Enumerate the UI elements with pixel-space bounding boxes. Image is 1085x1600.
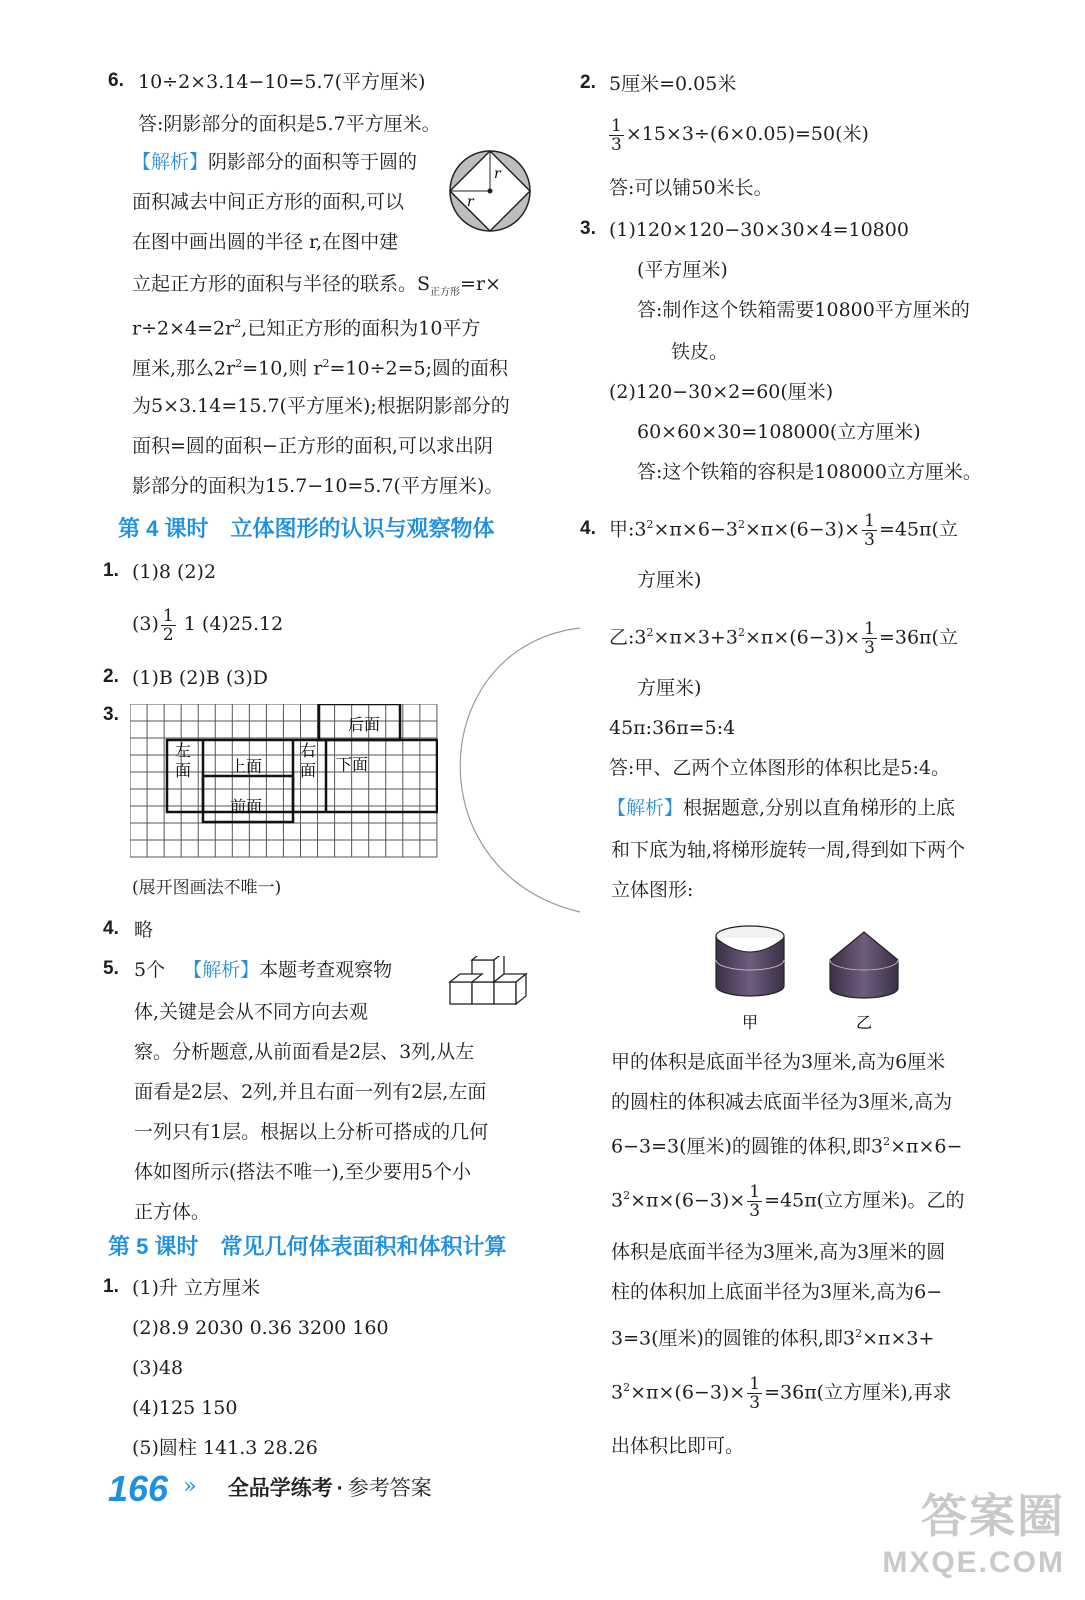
- r-q3-line4: 铁皮。: [671, 341, 729, 363]
- jia-b: ×π×6−3: [653, 518, 738, 541]
- cell-back: 后面: [348, 715, 381, 734]
- r-q2-number: 2.: [580, 72, 596, 93]
- fraction-one-third: [747, 1375, 762, 1412]
- radius-label-2: r: [467, 194, 474, 210]
- q6-explain-l4: 面积减去中间正方形的面积,可以: [132, 191, 405, 213]
- net-grid-figure: [130, 704, 438, 858]
- s4q5-line1: [134, 958, 392, 982]
- r-q4-yi-cont: 方厘米): [637, 677, 702, 699]
- e7b: ×π×(6−3)×: [630, 1189, 746, 1212]
- fig-label-jia: 甲: [742, 1013, 759, 1032]
- r-q3-line1: (1)120×120−30×30×4=10800: [609, 219, 909, 241]
- s4q5-line3: 察。分析题意,从前面看是2层、3列,从左: [134, 1041, 475, 1063]
- r-q4-jia-cont: 方厘米): [637, 569, 702, 591]
- section-4-heading: [118, 512, 494, 543]
- yi-c: ×π×(6−3)×: [744, 626, 861, 649]
- r-q3-line2: (平方厘米): [637, 259, 728, 281]
- frac-den: 3: [864, 637, 875, 658]
- fig-label-yi: 乙: [856, 1013, 873, 1032]
- q6-l8a: 厘米,那么2r: [132, 357, 236, 380]
- cell-left-1: 左: [175, 741, 192, 760]
- s4q2-line1: (1)B (2)B (3)D: [132, 667, 268, 689]
- cell-top: 上面: [230, 757, 263, 776]
- sup: 2: [737, 626, 745, 639]
- sup: 2: [646, 626, 654, 639]
- s4q4-line1: 略: [134, 919, 154, 941]
- footer-separator: ·: [336, 1477, 344, 1500]
- frac-num: 1: [864, 510, 875, 531]
- s4q1-line1: (1)8 (2)2: [132, 561, 217, 583]
- section-5-heading: [108, 1230, 506, 1261]
- r-q3-line5: (2)120−30×2=60(厘米): [609, 381, 834, 403]
- jia-d: =45π(立: [878, 518, 958, 541]
- r-q3-line6: 60×60×30=108000(立方厘米): [637, 421, 921, 443]
- e11b: ×π×(6−3)×: [630, 1381, 746, 1404]
- jia-a: 甲:3: [609, 518, 647, 541]
- sup: 2: [623, 1189, 631, 1202]
- s4q5-l1b: 本题考查观察物: [259, 959, 393, 981]
- footer-arrow-icon: »: [183, 1474, 197, 1499]
- q6-explain-l10: 面积=圆的面积−正方形的面积,可以求出阴: [132, 435, 493, 457]
- s4q3-number: 3.: [103, 704, 119, 725]
- s4q1-l2b: 1 (4)25.12: [177, 613, 284, 635]
- s4q1-number: 1.: [103, 560, 119, 581]
- sup: 2: [234, 317, 242, 330]
- s5q1-line5: (5)圆柱 141.3 28.26: [132, 1437, 318, 1459]
- yi-b: ×π×3+3: [653, 626, 738, 649]
- frac-num: 1: [611, 115, 622, 136]
- circle-square-figure: [447, 148, 533, 234]
- q6-l8b: =10,则 r: [242, 357, 323, 380]
- r-q4-jia: [609, 502, 958, 552]
- e10a: 3=3(厘米)的圆锥的体积,即3: [611, 1327, 856, 1350]
- s4q5-number: 5.: [103, 958, 119, 979]
- q6-explain-l7: [132, 312, 480, 340]
- jiexi-tag: 【解析】: [607, 797, 684, 819]
- radius-label-1: r: [494, 166, 501, 182]
- watermark-logo-text: 答案圈: [921, 1490, 1065, 1542]
- footer-subtitle: 参考答案: [347, 1477, 432, 1500]
- q6-l7b: ,已知正方形的面积为10平方: [241, 317, 481, 340]
- jia-c: ×π×(6−3)×: [744, 518, 861, 541]
- cell-right-1: 右: [300, 741, 317, 760]
- e11a: 3: [611, 1381, 624, 1404]
- fraction-one-third: [609, 117, 624, 154]
- fraction-one-third: [747, 1183, 762, 1220]
- r-q4-answer: 答:甲、乙两个立体图形的体积比是5:4。: [609, 757, 950, 779]
- r-q4-explain-3: 立体图形:: [611, 879, 694, 901]
- e6b: ×π×6−: [890, 1135, 963, 1158]
- s5q1-line4: (4)125 150: [132, 1397, 238, 1419]
- s4q1-line2: [132, 604, 283, 644]
- r-q2-line1: 5厘米=0.05米: [609, 73, 737, 95]
- frac-num: 1: [864, 618, 875, 639]
- s4q5-line2: 体,关键是会从不同方向去观: [134, 1001, 369, 1023]
- q6-explain-l5: 在图中画出圆的半径 r,在图中建: [132, 231, 399, 253]
- frac-den: 3: [611, 134, 622, 155]
- q6-l6-sub: 正方形: [430, 286, 461, 298]
- e6a: 6−3=3(厘米)的圆锥的体积,即3: [611, 1135, 884, 1158]
- frac-num: 1: [749, 1181, 761, 1202]
- s4q4-number: 4.: [103, 918, 119, 939]
- r-q2-line2: [607, 112, 869, 156]
- page-number: 166: [108, 1468, 169, 1509]
- q6-explain-l8: [132, 352, 508, 380]
- q6-l6a: 立起正方形的面积与半径的联系。S: [132, 273, 431, 295]
- q6-explain-l9: 为5×3.14=15.7(平方厘米);根据阴影部分的: [132, 395, 510, 417]
- e7c: =45π(立方厘米)。乙的: [764, 1189, 965, 1212]
- r-q4-explain-7: [611, 1174, 965, 1222]
- s4q5-line6: 体如图所示(搭法不唯一),至少要用5个小: [134, 1161, 471, 1183]
- sup: 2: [646, 518, 654, 531]
- cell-front: 前面: [230, 797, 263, 816]
- r-q4-explain-6: [611, 1130, 962, 1158]
- q6-explain-l6: [132, 272, 501, 305]
- frac-den: 3: [864, 529, 875, 550]
- sup: 2: [322, 357, 330, 370]
- frac-num: 1: [162, 605, 174, 626]
- s4q5-line5: 一列只有1层。根据以上分析可搭成的几何: [134, 1121, 489, 1143]
- r-q4-explain-11: [611, 1366, 952, 1414]
- r-q4-explain-10: [611, 1322, 934, 1350]
- yi-a: 乙:3: [609, 626, 647, 649]
- e11c: =36π(立方厘米),再求: [764, 1381, 952, 1404]
- r-q4-number: 4.: [580, 518, 596, 539]
- sup: 2: [737, 518, 745, 531]
- q6-l7a: r÷2×4=2r: [132, 317, 235, 340]
- s4q2-number: 2.: [103, 666, 119, 687]
- r-q3-number: 3.: [580, 218, 596, 239]
- sup: 2: [855, 1327, 863, 1340]
- q6-line1: 10÷2×3.14−10=5.7(平方厘米): [138, 71, 426, 93]
- q6-l6b: =r×: [460, 273, 501, 295]
- cell-right-2: 面: [300, 761, 317, 780]
- q6-explain-l3: [132, 150, 417, 174]
- r-q4-yi: [609, 610, 958, 660]
- page-footer: [108, 1468, 432, 1510]
- sup: 2: [623, 1381, 631, 1394]
- s5q1-line3: (3)48: [132, 1357, 184, 1379]
- section-4-title: 立体图形的认识与观察物体: [230, 516, 495, 541]
- q6-explain-text: 阴影部分的面积等于圆的: [208, 151, 418, 173]
- watermark-url: MXQE.COM: [882, 1546, 1065, 1579]
- sup: 2: [235, 357, 243, 370]
- q6-answer: 答:阴影部分的面积是5.7平方厘米。: [138, 113, 441, 135]
- r-q4-explain-2: 和下底为轴,将梯形旋转一周,得到如下两个: [611, 839, 966, 861]
- q6-explain-l11: 影部分的面积为15.7−10=5.7(平方厘米)。: [132, 475, 504, 497]
- r-q4-explain-4: 甲的体积是底面半径为3厘米,高为6厘米: [611, 1051, 946, 1073]
- watermark: [882, 1480, 1065, 1580]
- solids-figure: [710, 916, 910, 1036]
- s4q5-line4: 面看是2层、2列,并且右面一列有2层,左面: [134, 1081, 487, 1103]
- q6-number: 6.: [108, 70, 124, 91]
- r-q2-answer: 答:可以铺50米长。: [609, 177, 773, 199]
- s4q5-line7: 正方体。: [134, 1201, 211, 1223]
- r-q4-explain-1: [607, 796, 955, 820]
- cell-left-2: 面: [175, 761, 192, 780]
- jiexi-tag: 【解析】: [132, 151, 209, 173]
- r-q2-l2: ×15×3÷(6×0.05)=50(米): [625, 123, 869, 145]
- s5q1-line2: (2)8.9 2030 0.36 3200 160: [132, 1317, 389, 1339]
- frac-den: 2: [162, 624, 174, 645]
- r-q3-line3: 答:制作这个铁箱需要10800平方厘米的: [637, 299, 970, 321]
- cubes-figure: [446, 956, 540, 1012]
- fraction-one-half: [161, 607, 176, 644]
- q6-l8c: =10÷2=5;圆的面积: [329, 357, 508, 380]
- frac-num: 1: [749, 1373, 761, 1394]
- r-q4-explain-9: 柱的体积加上底面半径为3厘米,高为6−: [611, 1281, 943, 1303]
- section-4-label: 第 4 课时: [118, 516, 209, 541]
- page-fold-curve: [440, 620, 590, 920]
- brand-name: 全品学练考: [227, 1477, 333, 1500]
- frac-den: 3: [749, 1200, 761, 1221]
- r-q4-e1: 根据题意,分别以直角梯形的上底: [683, 797, 956, 819]
- fraction-one-third: [862, 512, 877, 549]
- section-5-label: 第 5 课时: [108, 1234, 199, 1259]
- fraction-one-third: [862, 620, 877, 657]
- r-q4-explain-12: 出体积比即可。: [611, 1435, 745, 1457]
- frac-den: 3: [749, 1392, 761, 1413]
- s4q3-note: (展开图画法不唯一): [132, 878, 282, 898]
- s4q5-answer: 5个: [134, 959, 166, 981]
- e7a: 3: [611, 1189, 624, 1212]
- sup: 2: [883, 1135, 891, 1148]
- r-q3-line7: 答:这个铁箱的容积是108000立方厘米。: [637, 461, 982, 483]
- s5q1-number: 1.: [103, 1276, 119, 1297]
- jiexi-tag: 【解析】: [183, 959, 260, 981]
- s4q1-l2a: (3): [132, 613, 159, 635]
- section-5-title: 常见几何体表面积和体积计算: [220, 1234, 507, 1259]
- r-q4-explain-5: 的圆柱的体积减去底面半径为3厘米,高为: [611, 1091, 953, 1113]
- s5q1-line1: (1)升 立方厘米: [132, 1277, 260, 1299]
- yi-d: =36π(立: [878, 626, 958, 649]
- cell-bottom: 下面: [336, 755, 369, 774]
- r-q4-ratio: 45π:36π=5:4: [609, 717, 736, 739]
- e10b: ×π×3+: [862, 1327, 935, 1350]
- r-q4-explain-8: 体积是底面半径为3厘米,高为3厘米的圆: [611, 1241, 946, 1263]
